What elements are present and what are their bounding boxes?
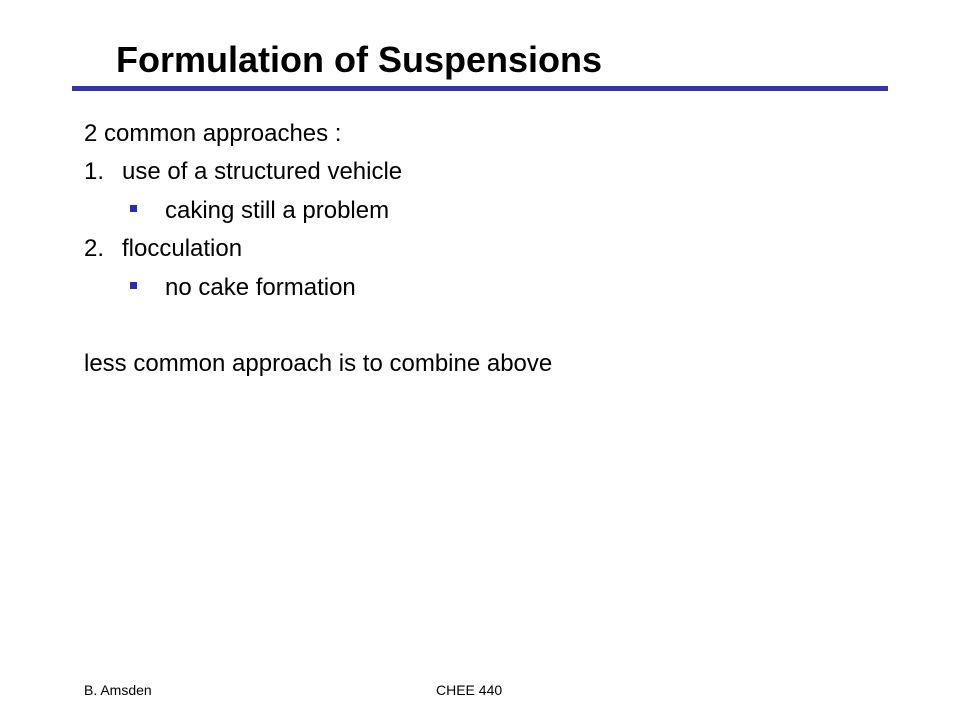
- sub-bullet-text: no cake formation: [165, 274, 356, 301]
- footer-author: B. Amsden: [84, 682, 152, 698]
- square-bullet-icon: [130, 282, 137, 289]
- item-text: flocculation: [122, 235, 243, 262]
- title-underline: [72, 86, 888, 91]
- square-bullet-icon: [130, 205, 137, 212]
- item-number: 2.: [84, 235, 105, 262]
- item-text: use of a structured vehicle: [122, 158, 403, 185]
- sub-bullet-text: caking still a problem: [165, 197, 390, 224]
- intro-text: 2 common approaches :: [84, 120, 342, 147]
- item-number: 1.: [84, 158, 105, 185]
- footer-course: CHEE 440: [436, 682, 503, 698]
- slide-title: Formulation of Suspensions: [116, 39, 603, 80]
- closing-text: less common approach is to combine above: [84, 350, 553, 377]
